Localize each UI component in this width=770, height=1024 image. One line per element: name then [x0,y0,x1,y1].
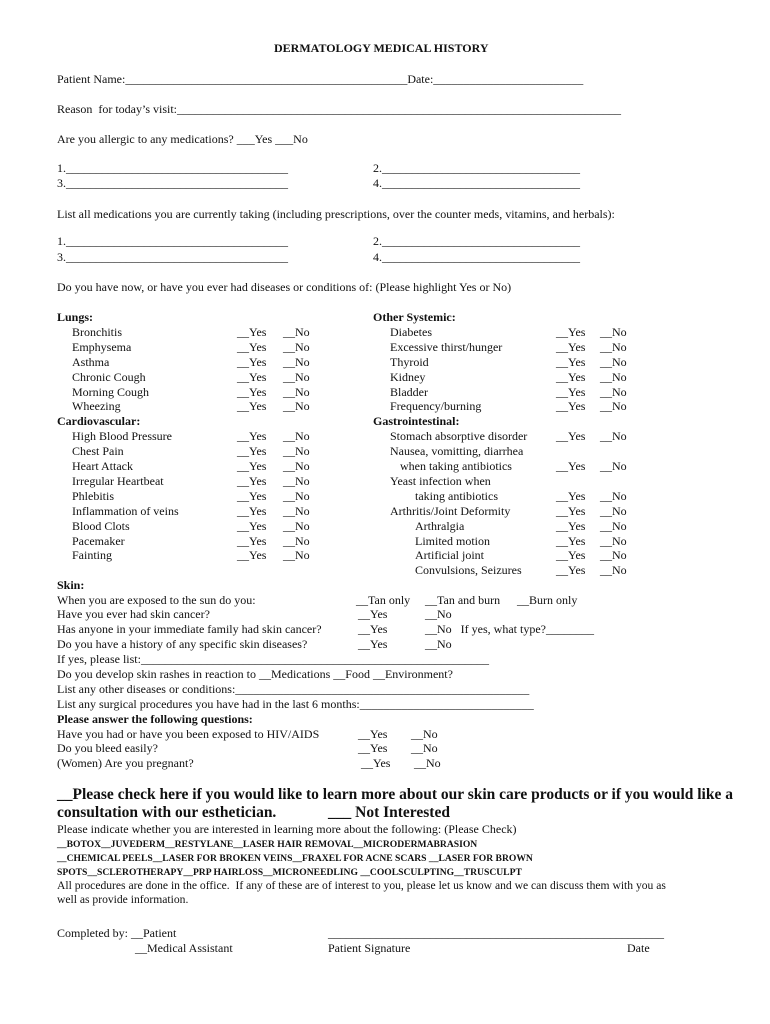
condition-label: Artificial joint [415,548,484,563]
condition-yes-option[interactable]: __Yes [237,459,267,473]
condition-label: Chronic Cough [72,369,146,384]
condition-yes-option[interactable]: __Yes [237,399,267,414]
allergy-line-2[interactable]: 2._________________________________ [373,161,580,175]
condition-no-option[interactable]: __No [283,339,310,354]
products-interest-line-2: consultation with our esthetician. [57,804,277,821]
condition-yes-option[interactable]: __Yes [237,354,267,369]
condition-no-option[interactable]: __No [283,324,310,339]
patient-name-date-field[interactable]: Patient Name:_______________________________________________Date:_________________________ [57,72,584,86]
condition-no-option[interactable]: __No [600,369,627,384]
allergy-question[interactable]: Are you allergic to any medications? ___Yes ___No [57,132,308,146]
condition-no-option[interactable]: __No [600,399,627,414]
skin-heading: Skin: [57,578,85,592]
skin-rash-question[interactable]: Do you develop skin rashes in reaction to __Medications __Food __Environment? [57,667,453,681]
condition-no-option[interactable]: __No [283,533,310,548]
family-cancer-question: Has anyone in your immediate family had skin cancer? [57,622,322,636]
condition-label: Convulsions, Seizures [415,563,522,578]
condition-label: Nausea, vomitting, diarrhea [390,444,524,459]
condition-yes-option[interactable]: __Yes [556,369,586,384]
condition-yes-option[interactable]: __Yes [556,533,586,548]
condition-yes-option[interactable]: __Yes [237,444,267,459]
condition-yes-option[interactable]: __Yes [556,354,586,369]
condition-yes-option[interactable]: __Yes [237,473,267,488]
form-title: DERMATOLOGY MEDICAL HISTORY [274,41,489,55]
condition-yes-option[interactable]: __Yes [556,548,586,563]
allergy-line-4[interactable]: 4._________________________________ [373,176,580,190]
condition-no-option[interactable]: __No [283,369,310,384]
section-heading: Gastrointestinal: [373,414,460,429]
patient-signature-label: Patient Signature [328,941,411,955]
condition-no-option[interactable]: __No [600,459,627,473]
condition-no-option[interactable]: __No [283,488,310,503]
condition-no-option[interactable]: __No [600,518,627,533]
condition-label: Chest Pain [72,444,124,459]
condition-label: Frequency/burning [390,399,482,414]
medication-line-2[interactable]: 2._________________________________ [373,234,580,248]
procedure-options-line-3[interactable]: SPOTS__SCLEROTHERAPY__PRP HAIRLOSS__MICRONEEDLING __COOLSCULPTING__TRUSCULPT [57,867,522,878]
hiv-question: Have you had or have you been exposed to HIV/AIDS [57,727,320,741]
date-label: Date [627,941,650,955]
bleed-yes[interactable]: __Yes [358,741,388,755]
condition-no-option[interactable]: __No [283,444,310,459]
sun-option-tan-only[interactable]: __Tan only [356,593,411,607]
condition-yes-option[interactable]: __Yes [237,429,267,444]
skin-cancer-no[interactable]: __No [425,607,452,621]
condition-label: Blood Clots [72,518,130,533]
indicate-interest-prompt: Please indicate whether you are interested in learning more about the following: (Please Check) [57,822,517,836]
not-interested-option[interactable]: ___ Not Interested [328,804,450,821]
condition-label: Stomach absorptive disorder [390,429,528,444]
skin-cancer-yes[interactable]: __Yes [358,607,388,621]
bleed-no[interactable]: __No [411,741,438,755]
condition-yes-option[interactable]: __Yes [556,324,586,339]
condition-label: Asthma [72,354,110,369]
condition-yes-option[interactable]: __Yes [556,459,586,473]
allergy-line-3[interactable]: 3._____________________________________ [57,176,288,190]
products-interest-line-1[interactable]: __Please check here if you would like to learn more about our skin care products or if you would like a [57,786,733,803]
condition-yes-option[interactable]: __Yes [556,518,586,533]
condition-no-option[interactable]: __No [283,473,310,488]
completed-by-patient[interactable]: Completed by: __Patient [57,926,177,940]
condition-label: Pacemaker [72,533,125,548]
hiv-no[interactable]: __No [411,727,438,741]
conditions-prompt: Do you have now, or have you ever had diseases or conditions of: (Please highlight Yes or No) [57,280,512,294]
condition-yes-option[interactable]: __Yes [237,548,267,563]
condition-label: Thyroid [390,354,429,369]
reason-for-visit-field[interactable]: Reason for today’s visit:__________________________________________________________________________ [57,102,621,116]
skin-history-yes[interactable]: __Yes [358,637,388,651]
condition-yes-option[interactable]: __Yes [556,503,586,518]
condition-yes-option[interactable]: __Yes [237,339,267,354]
condition-yes-option[interactable]: __Yes [237,533,267,548]
questions-heading: Please answer the following questions: [57,712,253,726]
condition-no-option[interactable]: __No [600,339,627,354]
medication-line-1[interactable]: 1._____________________________________ [57,234,288,248]
condition-label: Kidney [390,369,426,384]
condition-yes-option[interactable]: __Yes [237,488,267,503]
condition-yes-option[interactable]: __Yes [237,369,267,384]
medication-line-4[interactable]: 4._________________________________ [373,250,580,264]
condition-yes-option[interactable]: __Yes [237,324,267,339]
condition-yes-option[interactable]: __Yes [556,488,586,503]
medications-prompt: List all medications you are currently taking (including prescriptions, over the counter meds, vitamins, and herbals): [57,207,615,221]
condition-yes-option[interactable]: __Yes [556,384,586,399]
condition-label: Arthritis/Joint Deformity [390,503,511,518]
condition-label: Fainting [72,548,113,563]
other-conditions-field[interactable]: List any other diseases or conditions:_________________________________________________ [57,682,530,696]
procedure-options-line-1[interactable]: __BOTOX__JUVEDERM__RESTYLANE__LASER HAIR REMOVAL__MICRODERMABRASION [57,839,478,850]
condition-label: Diabetes [390,324,432,339]
condition-label: Excessive thirst/hunger [390,339,503,354]
skin-history-no[interactable]: __No [425,637,452,651]
section-heading: Cardiovascular: [57,414,141,429]
signature-line[interactable]: ________________________________________________________ [328,926,664,940]
condition-label: Phlebitis [72,488,115,503]
condition-label: Morning Cough [72,384,150,399]
skin-history-question: Do you have a history of any specific skin diseases? [57,637,308,651]
surgical-procedures-field[interactable]: List any surgical procedures you have had in the last 6 months:_____________________________ [57,697,534,711]
procedure-options-line-2[interactable]: __CHEMICAL PEELS__LASER FOR BROKEN VEINS__FRAXEL FOR ACNE SCARS __LASER FOR BROWN [57,853,533,864]
condition-label: Wheezing [72,399,121,414]
condition-no-option[interactable]: __No [283,384,310,399]
condition-no-option[interactable]: __No [283,459,310,473]
condition-yes-option[interactable]: __Yes [556,429,586,444]
section-heading: Other Systemic: [373,310,456,324]
condition-yes-option[interactable]: __Yes [237,384,267,399]
completed-by-medical-assistant[interactable]: __Medical Assistant [135,941,233,955]
condition-label: Inflammation of veins [72,503,179,518]
family-cancer-yes[interactable]: __Yes [358,622,388,636]
condition-label: Heart Attack [72,459,133,473]
skin-cancer-question: Have you ever had skin cancer? [57,607,210,621]
family-cancer-no[interactable]: __No If yes, what type?________ [425,622,594,636]
condition-label: Arthralgia [415,518,465,533]
procedures-note-line-1: All procedures are done in the office. If any of these are of interest to you, please let us know and we can discuss them with you as [57,879,666,892]
condition-no-option[interactable]: __No [283,429,310,444]
condition-no-option[interactable]: __No [600,384,627,399]
condition-no-option[interactable]: __No [600,548,627,563]
condition-no-option[interactable]: __No [600,354,627,369]
condition-yes-option[interactable]: __Yes [237,518,267,533]
condition-label: Irregular Heartbeat [72,473,164,488]
skin-list-field[interactable]: If yes, please list:__________________________________________________________ [57,652,489,666]
condition-label: taking antibiotics [415,488,498,503]
condition-no-option[interactable]: __No [600,563,627,578]
condition-no-option[interactable]: __No [283,503,310,518]
pregnant-no[interactable]: __No [414,756,441,770]
condition-label: Yeast infection when [390,473,491,488]
condition-no-option[interactable]: __No [600,324,627,339]
condition-no-option[interactable]: __No [283,354,310,369]
condition-label: when taking antibiotics [400,459,512,473]
condition-yes-option[interactable]: __Yes [237,503,267,518]
section-heading: Lungs: [57,310,94,324]
medication-line-3[interactable]: 3._____________________________________ [57,250,288,264]
condition-yes-option[interactable]: __Yes [556,563,586,578]
sun-option-burn-only[interactable]: __Burn only [517,593,578,607]
condition-yes-option[interactable]: __Yes [556,339,586,354]
sun-option-tan-and-burn[interactable]: __Tan and burn [425,593,501,607]
pregnant-yes[interactable]: __Yes [361,756,391,770]
condition-no-option[interactable]: __No [283,399,310,414]
condition-no-option[interactable]: __No [600,429,627,444]
condition-no-option[interactable]: __No [283,518,310,533]
condition-no-option[interactable]: __No [600,503,627,518]
hiv-yes[interactable]: __Yes [358,727,388,741]
pregnant-question: (Women) Are you pregnant? [57,756,194,770]
condition-label: Emphysema [72,339,132,354]
allergy-line-1[interactable]: 1._____________________________________ [57,161,288,175]
condition-yes-option[interactable]: __Yes [556,399,586,414]
condition-label: Bladder [390,384,428,399]
bleed-question: Do you bleed easily? [57,741,158,755]
condition-no-option[interactable]: __No [600,533,627,548]
condition-no-option[interactable]: __No [600,488,627,503]
condition-label: Limited motion [415,533,490,548]
condition-label: Bronchitis [72,324,122,339]
condition-label: High Blood Pressure [72,429,172,444]
procedures-note-line-2: well as provide information. [57,893,189,906]
sun-question: When you are exposed to the sun do you: [57,593,256,607]
condition-no-option[interactable]: __No [283,548,310,563]
